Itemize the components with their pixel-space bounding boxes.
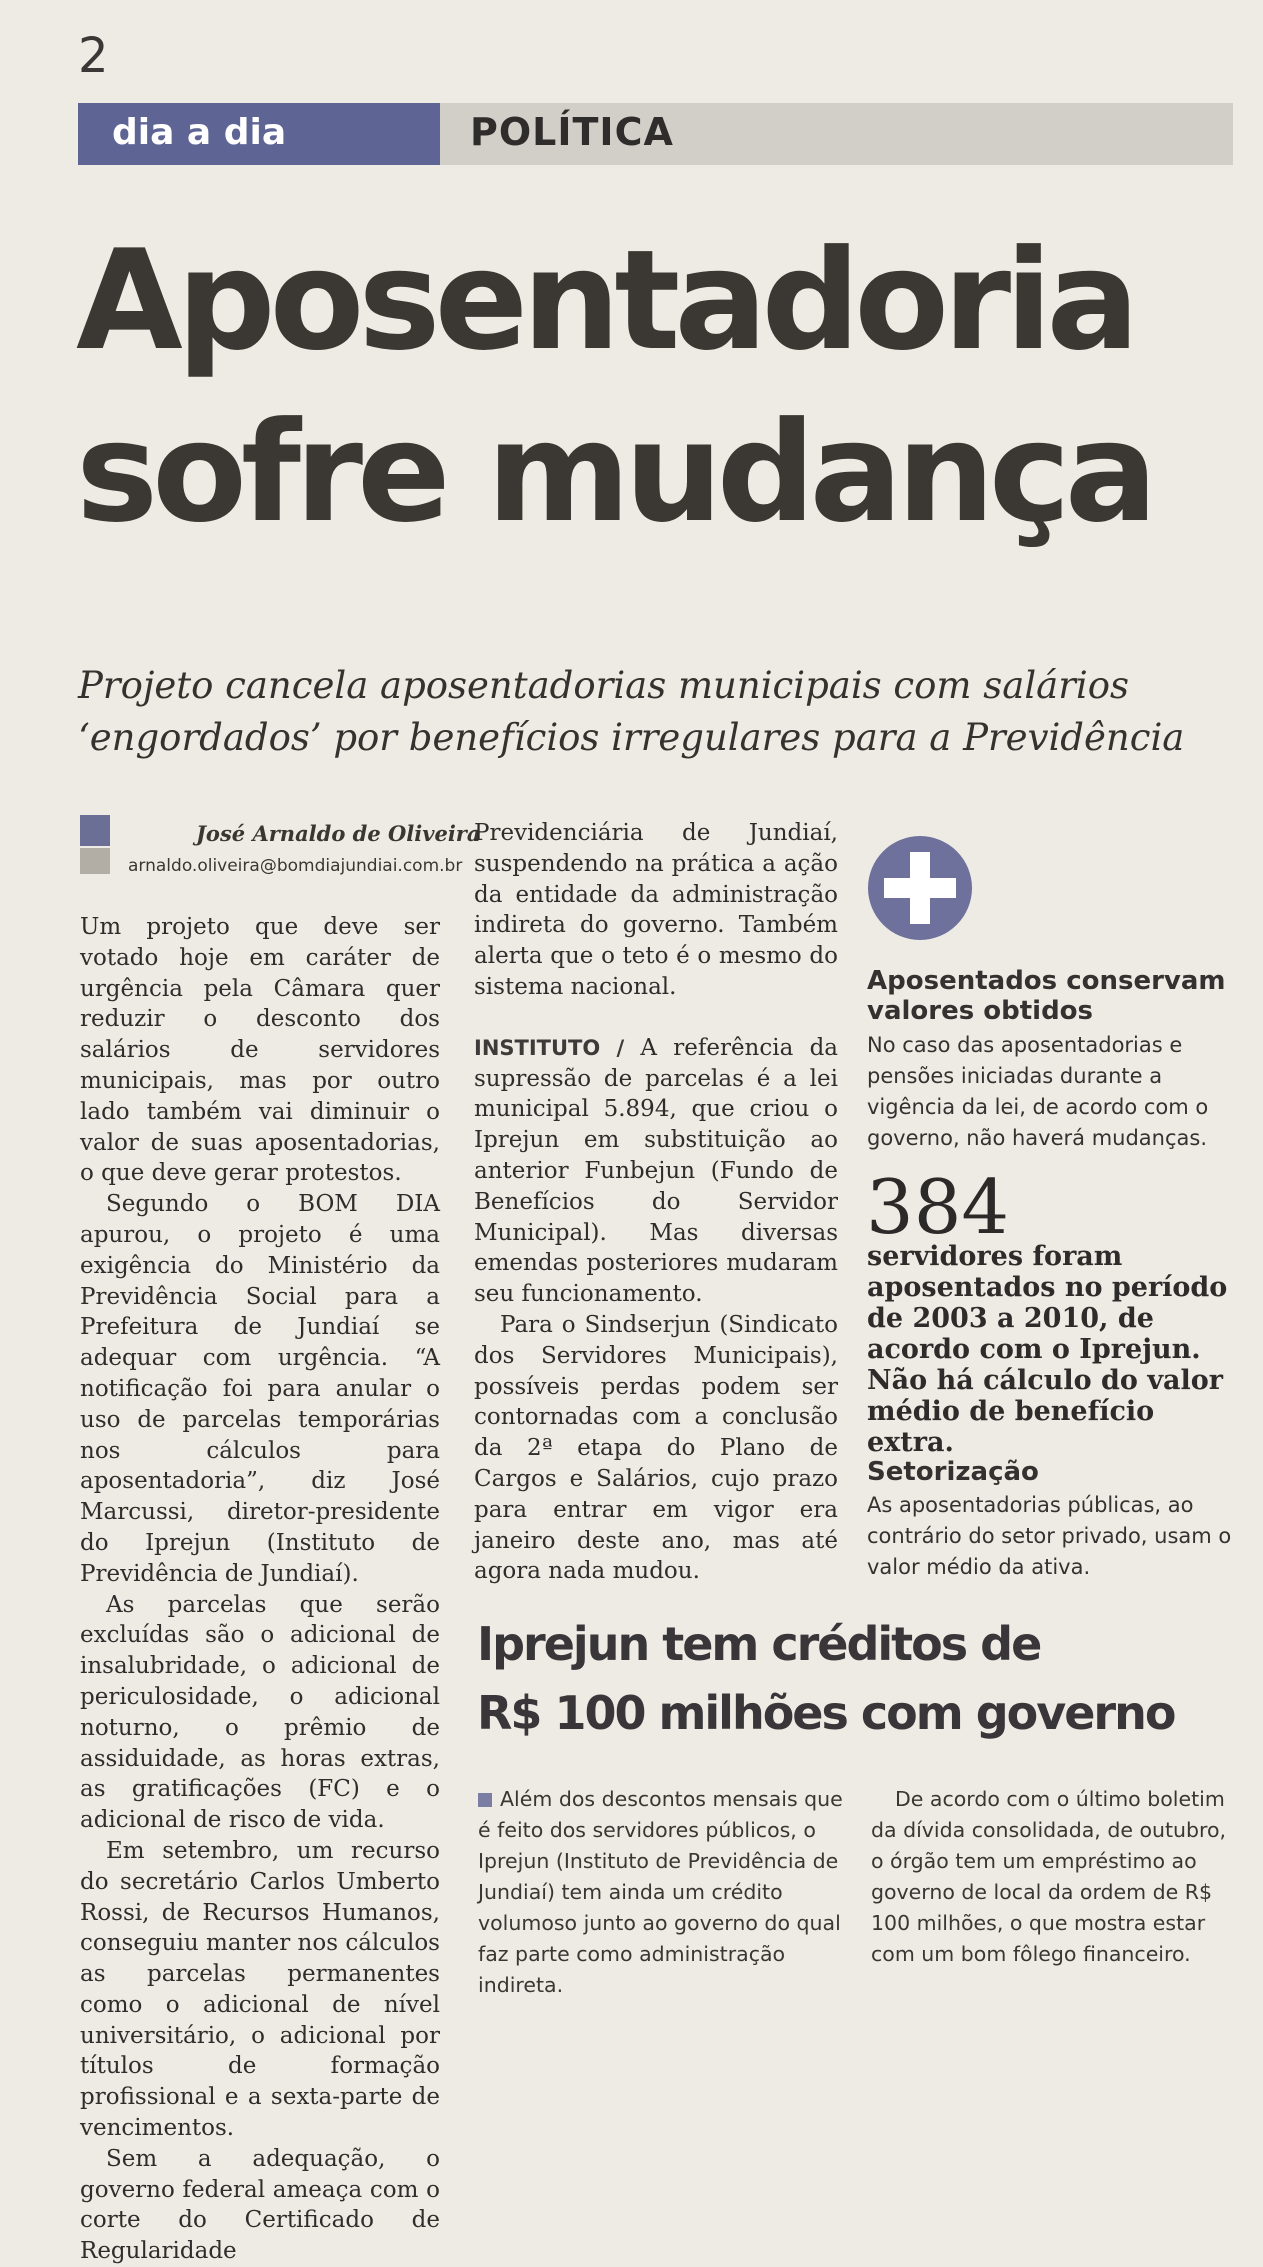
byline-mark xyxy=(80,815,110,846)
sidebar-title: Aposentados conservam valores obtidos xyxy=(867,966,1226,1026)
paragraph-text: Além dos descontos mensais que é feito dos servidores públicos, o Iprejun (Instituto de Previdência de Jundiaí) tem ainda um crédito volumoso junto ao governo do qual faz parte como administração indireta. xyxy=(478,1787,843,1997)
article-column-1 xyxy=(80,912,440,2267)
stat-text: servidores foram aposentados no período de 2003 a 2010, de acordo com o Iprejun. Não há cálculo do valor médio de benefício extra. xyxy=(867,1241,1228,1458)
kicker: INSTITUTO / xyxy=(474,1035,625,1060)
section-tab-label: dia a dia xyxy=(112,112,287,153)
section-label: POLÍTICA xyxy=(470,110,674,154)
paragraph: De acordo com o último boletim da dívida consolidada, de outubro, o órgão tem um empréstimo ao governo de local da ordem de R$ 100 milhões, o que mostra estar com um bom fôlego financeiro. xyxy=(871,1787,1227,1966)
secondary-column-1 xyxy=(478,1784,843,2001)
paragraph xyxy=(474,1033,838,1310)
paragraph: Segundo o BOM DIA apurou, o projeto é uma exigência do Ministério da Previdência Social para a Prefeitura de Jundiaí se adequar com urgência. “A notificação foi para anular o uso de parcelas temporárias nos cálculos para aposentadoria”, diz José Marcussi, diretor-presidente do Iprejun (Instituto de Previdência de Jundiaí). xyxy=(80,1191,440,1587)
headline-line-2: sofre mudança xyxy=(76,392,1152,553)
byline-mark-secondary xyxy=(80,848,110,874)
paragraph-text: A referência da supressão de parcelas é a lei municipal 5.894, que criou o Iprejun em substituição ao anterior Funbejun (Fundo de Benefícios do Servidor Municipal). Mas diversas emendas posteriores mudaram seu funcionamento. xyxy=(474,1034,839,1308)
secondary-headline xyxy=(477,1610,1237,1748)
headline xyxy=(76,215,1246,559)
paragraph: As parcelas que serão excluídas são o adicional de insalubridade, o adicional de periculosidade, o adicional noturno, o prêmio de assiduidade, as horas extras, as gratificações (FC) e o adicional de risco de vida. xyxy=(80,1591,440,1834)
headline-line-1: Aposentadoria xyxy=(76,220,1134,381)
sidebar-text: No caso das aposentadorias e pensões iniciadas durante a vigência da lei, de acordo com o governo, não haverá mudanças. xyxy=(867,1033,1209,1150)
byline-email: arnaldo.oliveira@bomdiajundiai.com.br xyxy=(128,856,463,876)
stat-number: 384 xyxy=(866,1163,1010,1251)
paragraph: Um projeto que deve ser votado hoje em caráter de urgência pela Câmara quer reduzir o desconto dos salários de servidores municipais, mas por outro lado também vai diminuir o valor de suas aposentadorias, o que deve gerar protestos. xyxy=(80,914,440,1187)
paragraph: Sem a adequação, o governo federal ameaça com o corte do Certificado de Regularidade xyxy=(80,2145,440,2265)
byline-author: José Arnaldo de Oliveira xyxy=(196,821,481,846)
sidebar-title-2: Setorização xyxy=(867,1457,1039,1487)
paragraph: Previdenciária de Jundiaí, suspendendo na prática a ação da entidade da administração indireta do governo. Também alerta que o teto é o mesmo do sistema nacional. xyxy=(474,820,838,1000)
paragraph: Para o Sindserjun (Sindicato dos Servidores Municipais), possíveis perdas podem ser contornadas com a conclusão da 2ª etapa do Plano de Cargos e Salários, cujo prazo para entrar em vigor era janeiro deste ano, mas até agora nada mudou. xyxy=(474,1311,838,1585)
article-column-2 xyxy=(474,818,838,1587)
subheadline: Projeto cancela aposentadorias municipais com salários ‘engordados’ por benefícios irregulares para a Previdência xyxy=(78,664,1185,759)
paragraph xyxy=(478,1784,843,2001)
sidebar-text-2: As aposentadorias públicas, ao contrário do setor privado, usam o valor médio da ativa. xyxy=(867,1493,1232,1579)
bullet-mark xyxy=(478,1793,492,1807)
plus-icon-horizontal xyxy=(884,878,956,898)
secondary-headline-line-2: R$ 100 milhões com governo xyxy=(477,1686,1175,1740)
page-number: 2 xyxy=(78,28,109,84)
secondary-headline-line-1: Iprejun tem créditos de xyxy=(477,1617,1041,1671)
secondary-column-2 xyxy=(871,1784,1233,1970)
paragraph: Em setembro, um recurso do secretário Carlos Umberto Rossi, de Recursos Humanos, conseguiu manter nos cálculos as parcelas permanentes como o adicional de nível universitário, o adicional por títulos de formação profissional e a sexta-parte de vencimentos. xyxy=(80,1837,440,2142)
